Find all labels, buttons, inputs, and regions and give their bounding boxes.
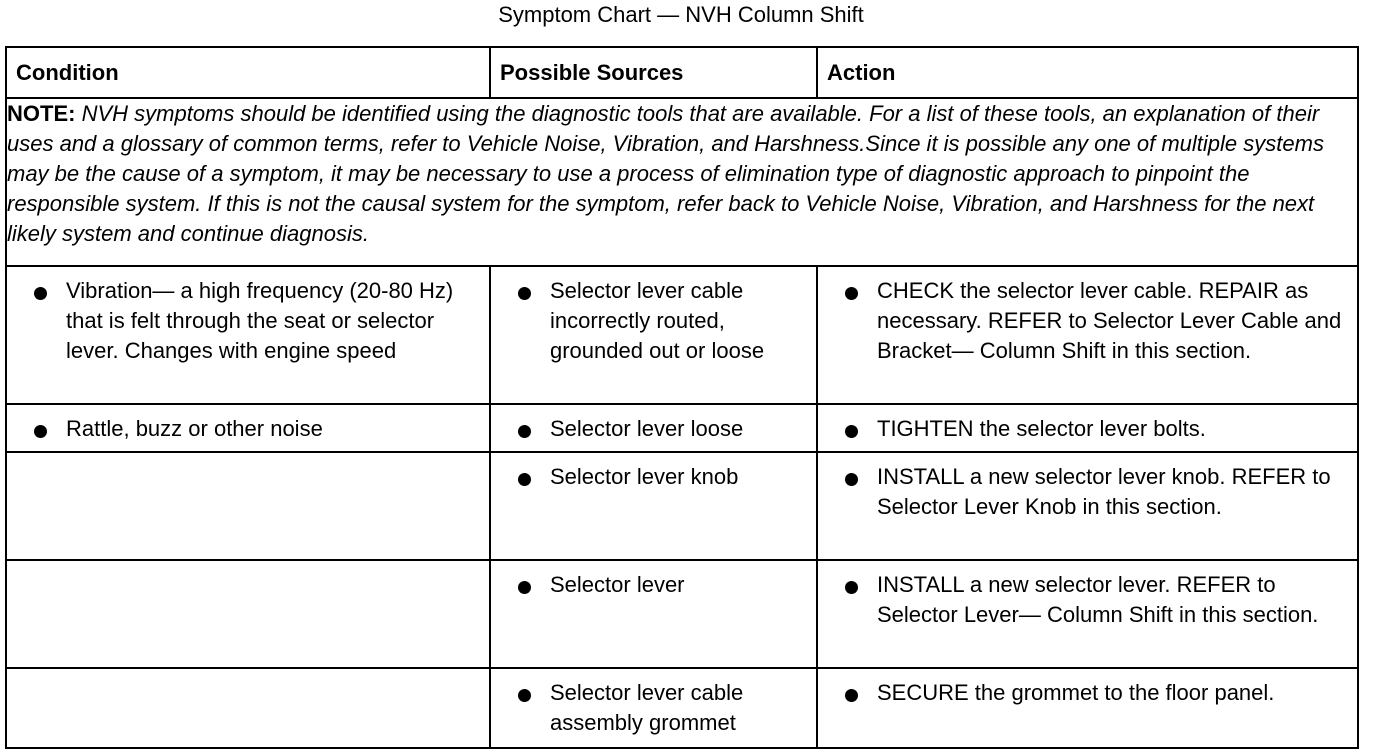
symptom-chart-table bbox=[5, 46, 1359, 749]
bullet-icon bbox=[518, 473, 531, 486]
chart-title: Symptom Chart — NVH Column Shift bbox=[498, 2, 864, 27]
bullet-icon bbox=[845, 287, 858, 300]
action-text: TIGHTEN the selector lever bolts. bbox=[877, 416, 1206, 441]
bullet-icon bbox=[34, 425, 47, 438]
header-possible-sources: Possible Sources bbox=[490, 47, 817, 98]
note-cell bbox=[6, 98, 1358, 266]
table-row bbox=[6, 266, 1358, 404]
note-text: NVH symptoms should be identified using the diagnostic tools that are available. For a list of these tools, an explanation of their uses and a glossary of common terms, refer to Vehicle Noise, Vibration, and Harshness.Since it is possible any one of multiple systems may be the cause of a symptom, it may be necessary to use a process of elimination type of diagnostic approach to pinpoint the responsible system. If this is not the causal system for the symptom, refer back to Vehicle Noise, Vibration, and Harshness for the next likely system and continue diagnosis. bbox=[7, 101, 1324, 246]
bullet-icon bbox=[518, 425, 531, 438]
note-row bbox=[6, 98, 1358, 266]
action-cell bbox=[817, 404, 1358, 452]
condition-cell-empty bbox=[6, 668, 490, 748]
source-cell bbox=[490, 452, 817, 560]
bullet-icon bbox=[845, 425, 858, 438]
bullet-icon bbox=[518, 581, 531, 594]
action-cell bbox=[817, 668, 1358, 748]
bullet-icon bbox=[845, 689, 858, 702]
table-header-row bbox=[6, 47, 1358, 98]
condition-cell bbox=[6, 404, 490, 452]
header-action: Action bbox=[817, 47, 1358, 98]
action-text: INSTALL a new selector lever. REFER to Selector Lever— Column Shift in this section. bbox=[877, 572, 1319, 627]
action-text: SECURE the grommet to the floor panel. bbox=[877, 680, 1275, 705]
bullet-icon bbox=[845, 581, 858, 594]
table-row bbox=[6, 560, 1358, 668]
source-text: Selector lever cable incorrectly routed, grounded out or loose bbox=[550, 278, 765, 363]
source-cell bbox=[490, 560, 817, 668]
action-text: INSTALL a new selector lever knob. REFER to Selector Lever Knob in this section. bbox=[877, 464, 1331, 519]
condition-cell bbox=[6, 266, 490, 404]
condition-cell-empty bbox=[6, 560, 490, 668]
source-cell bbox=[490, 404, 817, 452]
header-condition: Condition bbox=[6, 47, 490, 98]
condition-text: Vibration— a high frequency (20-80 Hz) that is felt through the seat or selector lever. Changes with engine speed bbox=[66, 278, 454, 363]
action-cell bbox=[817, 560, 1358, 668]
source-cell bbox=[490, 668, 817, 748]
bullet-icon bbox=[518, 689, 531, 702]
table-row bbox=[6, 452, 1358, 560]
bullet-icon bbox=[845, 473, 858, 486]
table-row bbox=[6, 404, 1358, 452]
bullet-icon bbox=[518, 287, 531, 300]
condition-cell-empty bbox=[6, 452, 490, 560]
source-cell bbox=[490, 266, 817, 404]
source-text: Selector lever loose bbox=[550, 416, 744, 441]
bullet-icon bbox=[34, 287, 47, 300]
action-text: CHECK the selector lever cable. REPAIR as necessary. REFER to Selector Lever Cable and Bracket— Column Shift in this section. bbox=[877, 278, 1342, 363]
note-label: NOTE: bbox=[7, 101, 76, 126]
source-text: Selector lever bbox=[550, 572, 685, 597]
condition-text: Rattle, buzz or other noise bbox=[66, 416, 323, 441]
action-cell bbox=[817, 266, 1358, 404]
action-cell bbox=[817, 452, 1358, 560]
source-text: Selector lever knob bbox=[550, 464, 739, 489]
source-text: Selector lever cable assembly grommet bbox=[550, 680, 744, 735]
table-row bbox=[6, 668, 1358, 748]
